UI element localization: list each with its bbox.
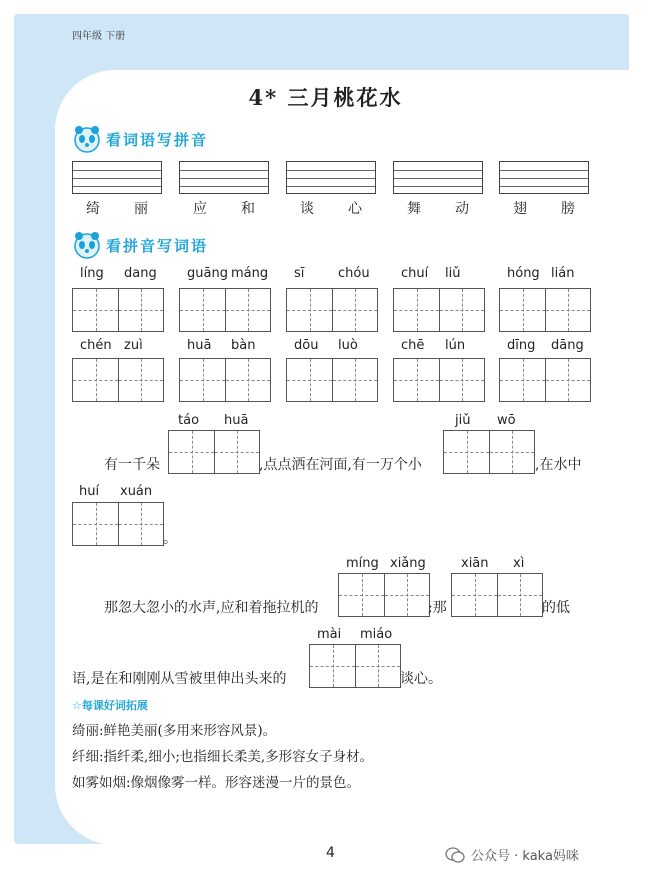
pinyin: chē [401, 338, 425, 353]
word-char: 和 [241, 201, 255, 217]
pinyin: dīng [507, 338, 536, 353]
tianzige-box[interactable] [309, 644, 401, 688]
word-char: 翅 [513, 201, 527, 217]
extension-item: 如雾如烟:像烟像雾一样。形容迷漫一片的景色。 [72, 775, 361, 791]
pinyin-writing-box[interactable] [499, 161, 589, 194]
pinyin-writing-box[interactable] [286, 161, 376, 194]
pinyin: míng [346, 556, 379, 571]
vocab-word [193, 198, 255, 218]
pinyin: liǔ [445, 266, 461, 281]
pinyin: xiǎng [390, 556, 426, 571]
pinyin: xuán [120, 484, 153, 499]
lesson-title: 4* 三月桃花水 [248, 85, 403, 110]
pinyin: táo [178, 413, 200, 428]
tianzige-box[interactable] [393, 288, 485, 332]
panda-icon [72, 124, 102, 154]
panda-icon [72, 230, 102, 260]
pinyin: guāng [187, 266, 228, 281]
tianzige-box[interactable] [443, 430, 535, 474]
pinyin: dāng [551, 338, 584, 353]
section-1-label: 看词语写拼音 [106, 130, 209, 149]
watermark-text: 公众号 · kaka妈咪 [471, 849, 579, 864]
tianzige-box[interactable] [451, 573, 543, 617]
pinyin: huā [187, 338, 212, 353]
word-char: 膀 [561, 201, 575, 217]
pinyin: dōu [294, 338, 319, 353]
pinyin-writing-box[interactable] [179, 161, 269, 194]
word-char: 舞 [407, 201, 421, 217]
pinyin-writing-box[interactable] [393, 161, 483, 194]
wechat-icon [445, 847, 465, 863]
section-2-header [72, 230, 208, 260]
vocab-word [300, 198, 362, 218]
word-char: 绮 [86, 201, 100, 217]
pinyin: huā [224, 413, 249, 428]
tianzige-box[interactable] [179, 288, 271, 332]
tianzige-box[interactable] [499, 358, 591, 402]
vocab-word [513, 198, 575, 218]
word-char: 应 [193, 201, 207, 217]
tianzige-box[interactable] [179, 358, 271, 402]
tianzige-box[interactable] [72, 358, 164, 402]
pinyin: dang [124, 266, 157, 281]
pinyin: chuí [401, 266, 429, 281]
pinyin: wō [497, 413, 516, 428]
word-char: 心 [348, 201, 362, 217]
pinyin: líng [80, 266, 104, 281]
pinyin: chóu [338, 266, 370, 281]
section-2-label: 看拼音写词语 [106, 236, 209, 255]
pinyin: xiān [461, 556, 489, 571]
tianzige-box[interactable] [286, 288, 378, 332]
extension-item: 绮丽:鲜艳美丽(多用来形容风景)。 [72, 723, 277, 739]
pinyin: máng [231, 266, 269, 281]
section-1-header [72, 124, 208, 154]
tianzige-box[interactable] [338, 573, 430, 617]
pinyin: huí [79, 484, 100, 499]
pinyin: luò [338, 338, 358, 353]
word-char: 丽 [134, 201, 148, 217]
pinyin: hóng [507, 266, 540, 281]
grade-label: 四年级 下册 [72, 31, 126, 42]
pinyin: lián [551, 266, 575, 281]
word-char: 谈 [300, 201, 314, 217]
sentence-text: 语,是在和刚刚从雪被里伸出头来的 [72, 671, 287, 687]
tianzige-box[interactable] [286, 358, 378, 402]
extension-item: 纤细:指纤柔,细小;也指细长柔美,多形容女子身材。 [72, 749, 374, 765]
sentence-text: 有一千朵 [104, 457, 160, 473]
tianzige-box[interactable] [168, 430, 260, 474]
tianzige-box[interactable] [499, 288, 591, 332]
pinyin: jiǔ [455, 413, 471, 428]
sentence-text: ,点点洒在河面,有一万个小 [259, 457, 422, 473]
sentence-text: 那忽大忽小的水声,应和着拖拉机的 [104, 600, 319, 616]
tianzige-box[interactable] [72, 502, 164, 546]
pinyin: miáo [360, 627, 393, 642]
vocab-word [407, 198, 469, 218]
sentence-text: ;那 [428, 600, 447, 616]
pinyin-writing-box[interactable] [72, 161, 162, 194]
sentence-text: 的低 [542, 600, 570, 616]
pinyin: xì [513, 556, 525, 571]
watermark [445, 845, 579, 864]
pinyin: chén [80, 338, 112, 353]
pinyin: bàn [231, 338, 256, 353]
pinyin: sī [294, 266, 305, 281]
pinyin: zuì [124, 338, 143, 353]
sentence-text: 。 [163, 531, 177, 547]
extension-title: ☆每课好词拓展 [72, 699, 148, 712]
pinyin: mài [317, 627, 342, 642]
page-number: 4 [326, 845, 335, 861]
sentence-text: 谈心。 [400, 671, 442, 687]
pinyin: lún [445, 338, 466, 353]
vocab-word [86, 198, 148, 218]
word-char: 动 [455, 201, 469, 217]
tianzige-box[interactable] [72, 288, 164, 332]
sentence-text: ,在水中 [535, 457, 582, 473]
tianzige-box[interactable] [393, 358, 485, 402]
